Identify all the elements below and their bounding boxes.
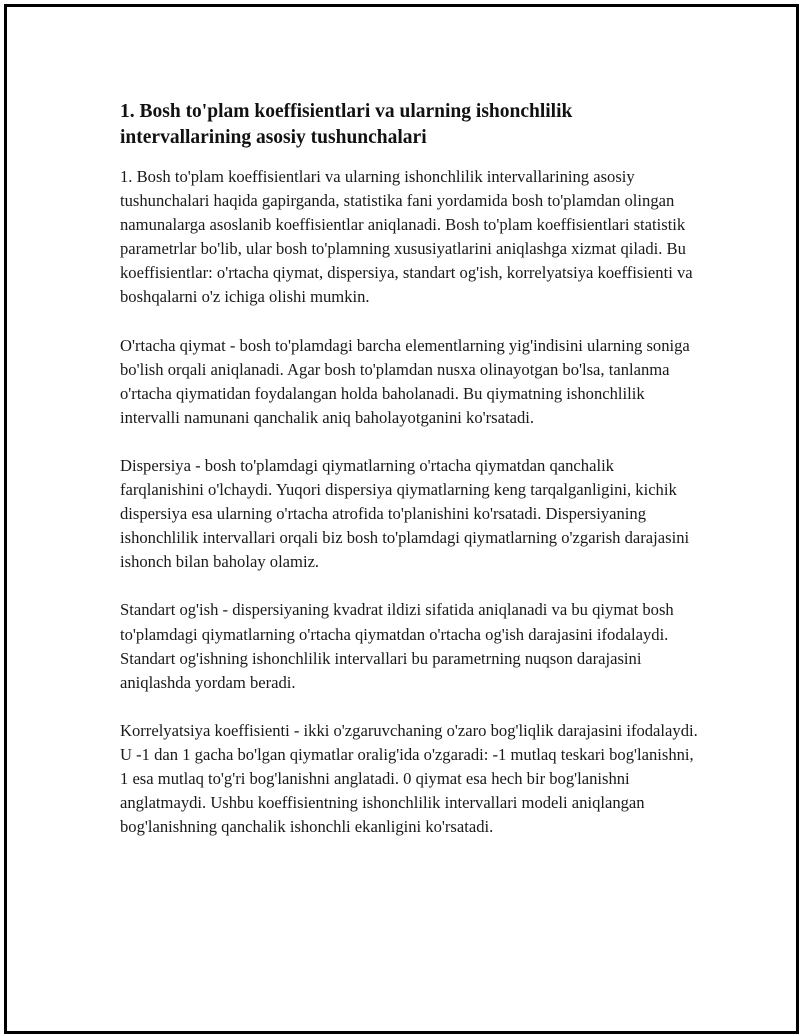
page-border: [4, 4, 799, 1034]
paragraph-intro: 1. Bosh to'plam koeffisientlari va ularning ishonchlilik intervallarining asosiy tushunchalari haqida gapirganda, statistika fani yordamida bosh to'plamdan olingan namunalarga asoslanib koeffisientlar aniqlanadi. Bosh to'plam koeffisientlari statistik parametrlar bo'lib, ular bosh to'plamning xususiyatlarini aniqlashga xizmat qiladi. Bu koeffisientlar: o'rtacha qiymat, dispersiya, standart og'ish, korrelyatsiya koeffisienti va boshqalarni o'z ichiga olishi mumkin.: [120, 167, 693, 307]
paragraph-mean: O'rtacha qiymat - bosh to'plamdagi barcha elementlarning yig'indisini ularning soniga bo'lish orqali aniqlanadi. Agar bosh to'plamdan nusxa olinayotgan bo'lsa, tanlanma o'rtacha qiymatidan foydalangan holda baholanadi. Bu qiymatning ishonchlilik intervalli namunani qanchalik aniq baholayotganini ko'rsatadi.: [120, 335, 690, 427]
document-body: [120, 99, 700, 863]
document-title: 1. Bosh to'plam koeffisientlari va ularning ishonchlilik intervallarining asosiy tushunchalari: [120, 101, 573, 148]
paragraph-correlation: Korrelyatsiya koeffisienti - ikki o'zgaruvchaning o'zaro bog'liqlik darajasini ifodalaydi. U -1 dan 1 gacha bo'lgan qiymatlar oralig'ida o'zgaradi: -1 mutlaq teskari bog'lanishni, 1 esa mutlaq to'g'ri bog'lanishni anglatadi. 0 qiymat esa hech bir bog'lanishni anglatmaydi. Ushbu koeffisientning ishonchlilik intervallari modeli aniqlangan bog'lanishning qanchalik ishonchli ekanligini ko'rsatadi.: [120, 720, 698, 837]
paragraph-variance: Dispersiya - bosh to'plamdagi qiymatlarning o'rtacha qiymatdan qanchalik farqlanishini o'lchaydi. Yuqori dispersiya qiymatlarning keng tarqalganligini, kichik dispersiya esa ularning o'rtacha atrofida to'planishini ko'rsatadi. Dispersiyaning ishonchlilik intervallari orqali biz bosh to'plamdagi qiymatlarning o'zgarish darajasini ishonch bilan baholay olamiz.: [120, 455, 690, 572]
paragraph-std-deviation: Standart og'ish - dispersiyaning kvadrat ildizi sifatida aniqlanadi va bu qiymat bosh to'plamdagi qiymatlarning o'rtacha qiymatdan o'rtacha og'ish darajasini ifodalaydi. Standart og'ishning ishonchlilik intervallari bu parametrning nuqson darajasini aniqlashda yordam beradi.: [120, 600, 674, 692]
